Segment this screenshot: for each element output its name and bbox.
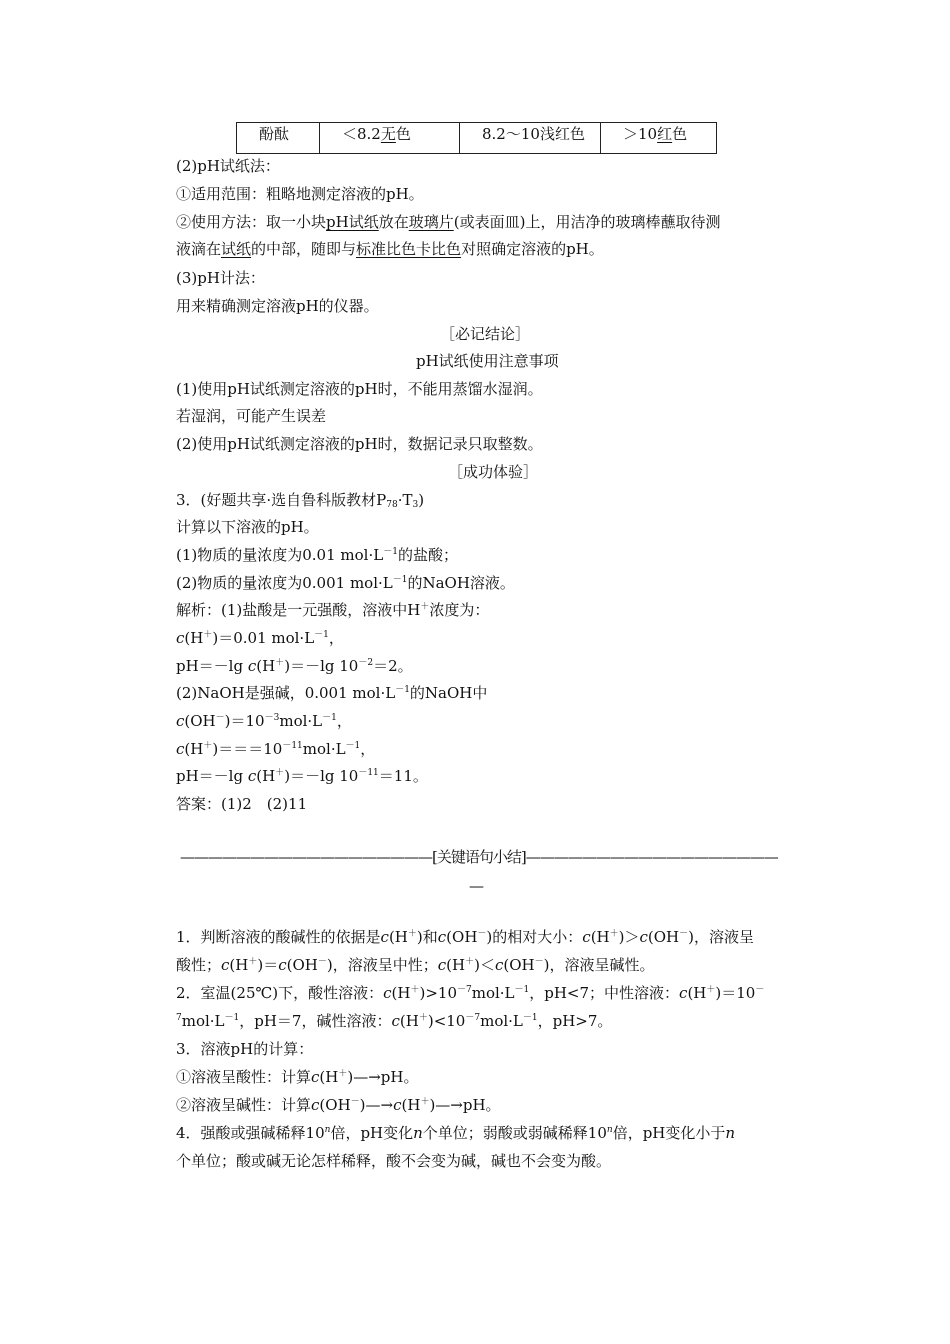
superscript: ＋: [338, 1069, 348, 1079]
text-run: ＝11。: [378, 767, 428, 785]
superscript: ＋: [706, 985, 716, 995]
text-run: )＝: [257, 956, 279, 974]
text-run: )＝10: [224, 712, 265, 730]
text-run: )—→pH。: [347, 1068, 419, 1086]
text-run: )＝－lg 10: [284, 767, 359, 785]
italic-symbol: c: [437, 928, 447, 946]
text-run: ②使用方法：取一小块: [176, 213, 327, 231]
low-range-prefix: ＜8.2: [342, 125, 381, 143]
text-run: )＝＝＝10: [212, 740, 283, 758]
superscript: ＋: [275, 658, 285, 668]
text-run: (OH: [647, 928, 680, 946]
text-run: (H: [401, 1096, 421, 1114]
superscript: －3: [264, 713, 280, 723]
italic-symbol: c: [278, 956, 287, 974]
ph-meter-text: 用来精确测定溶液pH的仪器。: [176, 297, 379, 315]
text-run: ①溶液呈酸性：计算: [176, 1068, 312, 1086]
text-run: (H: [687, 984, 707, 1002]
text-run: (H: [391, 984, 411, 1002]
superscript: －2: [358, 658, 374, 668]
superscript: ＋: [465, 957, 475, 967]
text-run: (H: [446, 956, 466, 974]
italic-symbol: c: [494, 956, 504, 974]
text-run: 的中部，随即与: [251, 240, 357, 258]
italic-symbol: c: [247, 767, 257, 785]
text-run: 液滴在: [176, 240, 222, 258]
text-run: 解析：(1)盐酸是一元强酸，溶液中H: [176, 601, 421, 619]
text-run: ·T: [397, 491, 413, 509]
text-run: 1．判断溶液的酸碱性的依据是: [176, 928, 381, 946]
italic-symbol: c: [679, 984, 688, 1002]
superscript: －11: [282, 741, 303, 751]
low-range-suffix: 色: [395, 125, 411, 143]
text-run: pH＝－lg: [176, 657, 248, 675]
text-run: )—→pH。: [429, 1096, 501, 1114]
solution-line-7: [176, 766, 428, 786]
superscript: ＋: [407, 929, 417, 939]
italic-symbol: c: [247, 657, 257, 675]
text-run: ): [418, 491, 425, 509]
summary-point-1-line1: [176, 927, 754, 947]
superscript: ＋: [275, 768, 285, 778]
indicator-name: 酚酞: [259, 125, 290, 143]
superscript: －1: [392, 575, 408, 585]
superscript: －7: [465, 1013, 481, 1023]
solution-line-3: [176, 656, 413, 676]
question-part-2: [176, 573, 515, 593]
text-run: (OH: [446, 928, 478, 946]
text-run: ，: [336, 712, 352, 730]
superscript: －1: [522, 1013, 538, 1023]
text-run: (OH: [184, 712, 216, 730]
text-run: 4．强酸或强碱稀释10: [176, 1124, 325, 1142]
ph-paper-method-line2: [176, 239, 604, 259]
italic-symbol: c: [383, 984, 392, 1002]
superscript: －1: [383, 547, 398, 557]
italic-symbol: c: [380, 928, 389, 946]
superscript: n: [606, 1125, 613, 1135]
question-task: 计算以下溶液的pH。: [176, 518, 319, 536]
indicator-name-cell: [237, 123, 320, 154]
question-header: [176, 490, 424, 510]
ph-meter-heading: (3)pH计法：: [176, 269, 265, 287]
italic-symbol: n: [413, 1124, 423, 1142]
superscript: 7: [176, 1013, 182, 1023]
text-run: 的NaOH溶液。: [407, 574, 515, 592]
high-range-suffix: 色: [672, 125, 688, 143]
text-run: )<10: [427, 1012, 466, 1030]
summary-divider: ——————————————————[关键语句小结]——————————————————: [180, 848, 778, 866]
text-run: )，溶液呈中性；: [326, 956, 438, 974]
high-range-prefix: ＞10: [623, 125, 658, 143]
text-run: mol·L: [181, 1012, 225, 1030]
italic-symbol: c: [176, 629, 185, 647]
low-range-cell: [320, 123, 460, 154]
superscript: ＋: [609, 929, 619, 939]
solution-line-4: [176, 683, 487, 703]
underlined-term: pH试纸: [326, 213, 379, 231]
summary-point-4-line1: [176, 1123, 735, 1143]
text-run: (H: [399, 1012, 419, 1030]
summary-point-2-line2: [176, 1011, 612, 1031]
italic-symbol: n: [725, 1124, 736, 1142]
text-run: )＝10: [715, 984, 756, 1002]
text-run: 放在: [378, 213, 409, 231]
text-run: )>10: [419, 984, 457, 1002]
ph-paper-scope: ①适用范围：粗略地测定溶液的pH。: [176, 185, 424, 203]
text-run: 倍，pH变化小于: [612, 1124, 726, 1142]
text-run: 的盐酸；: [397, 546, 458, 564]
text-run: )，溶液呈碱性。: [543, 956, 655, 974]
text-run: ，: [328, 629, 344, 647]
table-row: [237, 123, 717, 154]
high-range-color: 红: [657, 125, 673, 143]
summary-point-2-line1: [176, 983, 764, 1003]
superscript: －: [215, 713, 225, 723]
solution-line-2: [176, 628, 344, 648]
text-run: (H: [256, 657, 276, 675]
superscript: －1: [322, 713, 337, 723]
text-run: (H: [184, 629, 204, 647]
text-run: 浓度为：: [429, 601, 490, 619]
text-run: (H: [256, 767, 276, 785]
superscript: －: [755, 985, 765, 995]
superscript: －: [350, 1097, 360, 1107]
summary-point-4-line2: 个单位；酸或碱无论怎样稀释，酸不会变为碱，碱也不会变为酸。: [176, 1152, 612, 1170]
text-run: (OH: [319, 1096, 351, 1114]
text-run: (2)物质的量浓度为0.001 mol·L: [176, 574, 393, 592]
text-run: (H: [229, 956, 249, 974]
text-run: )—→: [359, 1096, 394, 1114]
superscript: －: [317, 957, 327, 967]
high-range-cell: [601, 123, 717, 154]
text-run: mol·L: [480, 1012, 523, 1030]
text-run: )和: [416, 928, 438, 946]
italic-symbol: c: [437, 956, 447, 974]
text-run: mol·L: [279, 712, 323, 730]
text-run: (OH: [286, 956, 318, 974]
italic-symbol: c: [176, 740, 185, 758]
question-part-1: [176, 545, 458, 565]
summary-point-3-acidic: [176, 1067, 418, 1087]
superscript: －1: [224, 1013, 240, 1023]
text-run: ②溶液呈碱性：计算: [176, 1096, 312, 1114]
text-run: (1)物质的量浓度为0.01 mol·L: [176, 546, 384, 564]
low-range-color: 无: [380, 125, 396, 143]
conclusion-item-2: (2)使用pH试纸测定溶液的pH时，数据记录只取整数。: [176, 435, 543, 453]
summary-point-1-line2: [176, 955, 654, 975]
superscript: ＋: [203, 630, 213, 640]
superscript: ＋: [420, 602, 430, 612]
text-run: )＝0.01 mol·L: [212, 629, 315, 647]
underlined-term: 标准比色卡比色: [356, 240, 462, 258]
answer-line: 答案：(1)2 (2)11: [176, 795, 308, 813]
text-run: ，pH<7；中性溶液：: [529, 984, 680, 1002]
solution-line-6: [176, 739, 375, 759]
text-run: 个单位；弱酸或弱碱稀释10: [422, 1124, 607, 1142]
text-run: (OH: [503, 956, 535, 974]
text-run: 3．(好题共享·选自鲁科版教材P: [176, 491, 387, 509]
text-run: (2)NaOH是强碱，0.001 mol·L: [176, 684, 396, 702]
text-run: )＜: [474, 956, 495, 974]
superscript: －1: [345, 741, 361, 751]
text-run: (H: [319, 1068, 339, 1086]
text-run: 的NaOH中: [409, 684, 488, 702]
text-run: 酸性；: [176, 956, 222, 974]
italic-symbol: c: [311, 1068, 320, 1086]
mid-range: 8.2～10浅红色: [482, 125, 585, 143]
superscript: －: [477, 929, 487, 939]
conclusion-item-1: (1)使用pH试纸测定溶液的pH时，不能用蒸馏水湿润。: [176, 380, 543, 398]
mid-range-cell: [460, 123, 601, 154]
text-run: ，: [360, 740, 376, 758]
subscript: 78: [386, 500, 398, 510]
text-run: pH＝－lg: [176, 767, 248, 785]
text-run: ＝2。: [373, 657, 413, 675]
superscript: n: [324, 1125, 331, 1135]
text-run: mol·L: [302, 740, 346, 758]
conclusion-item-1b: 若湿润，可能产生误差: [176, 407, 327, 425]
conclusion-title: pH试纸使用注意事项: [416, 352, 559, 370]
superscript: －: [534, 957, 544, 967]
summary-point-3: 3．溶液pH的计算：: [176, 1040, 314, 1058]
text-run: ，pH>7。: [537, 1012, 613, 1030]
text-run: mol·L: [471, 984, 515, 1002]
underlined-term: 玻璃片: [408, 213, 454, 231]
text-run: )，溶液呈: [688, 928, 755, 946]
text-run: (H: [184, 740, 204, 758]
subscript: 3: [412, 500, 419, 510]
superscript: ＋: [410, 985, 420, 995]
superscript: －7: [457, 985, 472, 995]
text-run: 倍，pH变化: [330, 1124, 414, 1142]
italic-symbol: c: [393, 1096, 402, 1114]
solution-line-5: [176, 711, 352, 731]
experience-label: ［成功体验］: [448, 463, 539, 481]
summary-divider-tail: —: [469, 877, 484, 895]
summary-point-3-basic: [176, 1095, 501, 1115]
text-run: 2．室温(25℃)下，酸性溶液：: [176, 984, 384, 1002]
ph-paper-heading: (2)pH试纸法：: [176, 157, 280, 175]
solution-line-1: [176, 600, 489, 620]
italic-symbol: c: [391, 1012, 400, 1030]
superscript: －: [679, 929, 689, 939]
superscript: －1: [314, 630, 329, 640]
text-run: )＞: [618, 928, 640, 946]
superscript: －11: [358, 768, 379, 778]
text-run: ，pH＝7，碱性溶液：: [239, 1012, 392, 1030]
italic-symbol: c: [582, 928, 591, 946]
superscript: ＋: [418, 1013, 428, 1023]
underlined-term: 试纸: [221, 240, 252, 258]
italic-symbol: c: [176, 712, 185, 730]
superscript: －1: [514, 985, 530, 995]
text-run: (或表面皿)上，用洁净的玻璃棒蘸取待测: [453, 213, 721, 231]
text-run: 对照确定溶液的pH。: [461, 240, 604, 258]
italic-symbol: c: [311, 1096, 320, 1114]
superscript: ＋: [420, 1097, 430, 1107]
superscript: －1: [395, 685, 410, 695]
text-run: )＝－lg 10: [284, 657, 359, 675]
indicator-table: [236, 122, 717, 154]
italic-symbol: c: [221, 956, 230, 974]
italic-symbol: c: [639, 928, 648, 946]
ph-paper-method-line1: [176, 212, 720, 232]
text-run: (H: [388, 928, 408, 946]
superscript: ＋: [203, 741, 213, 751]
conclusion-label: ［必记结论］: [440, 325, 531, 343]
text-run: (H: [590, 928, 610, 946]
superscript: ＋: [248, 957, 258, 967]
text-run: )的相对大小：: [486, 928, 583, 946]
